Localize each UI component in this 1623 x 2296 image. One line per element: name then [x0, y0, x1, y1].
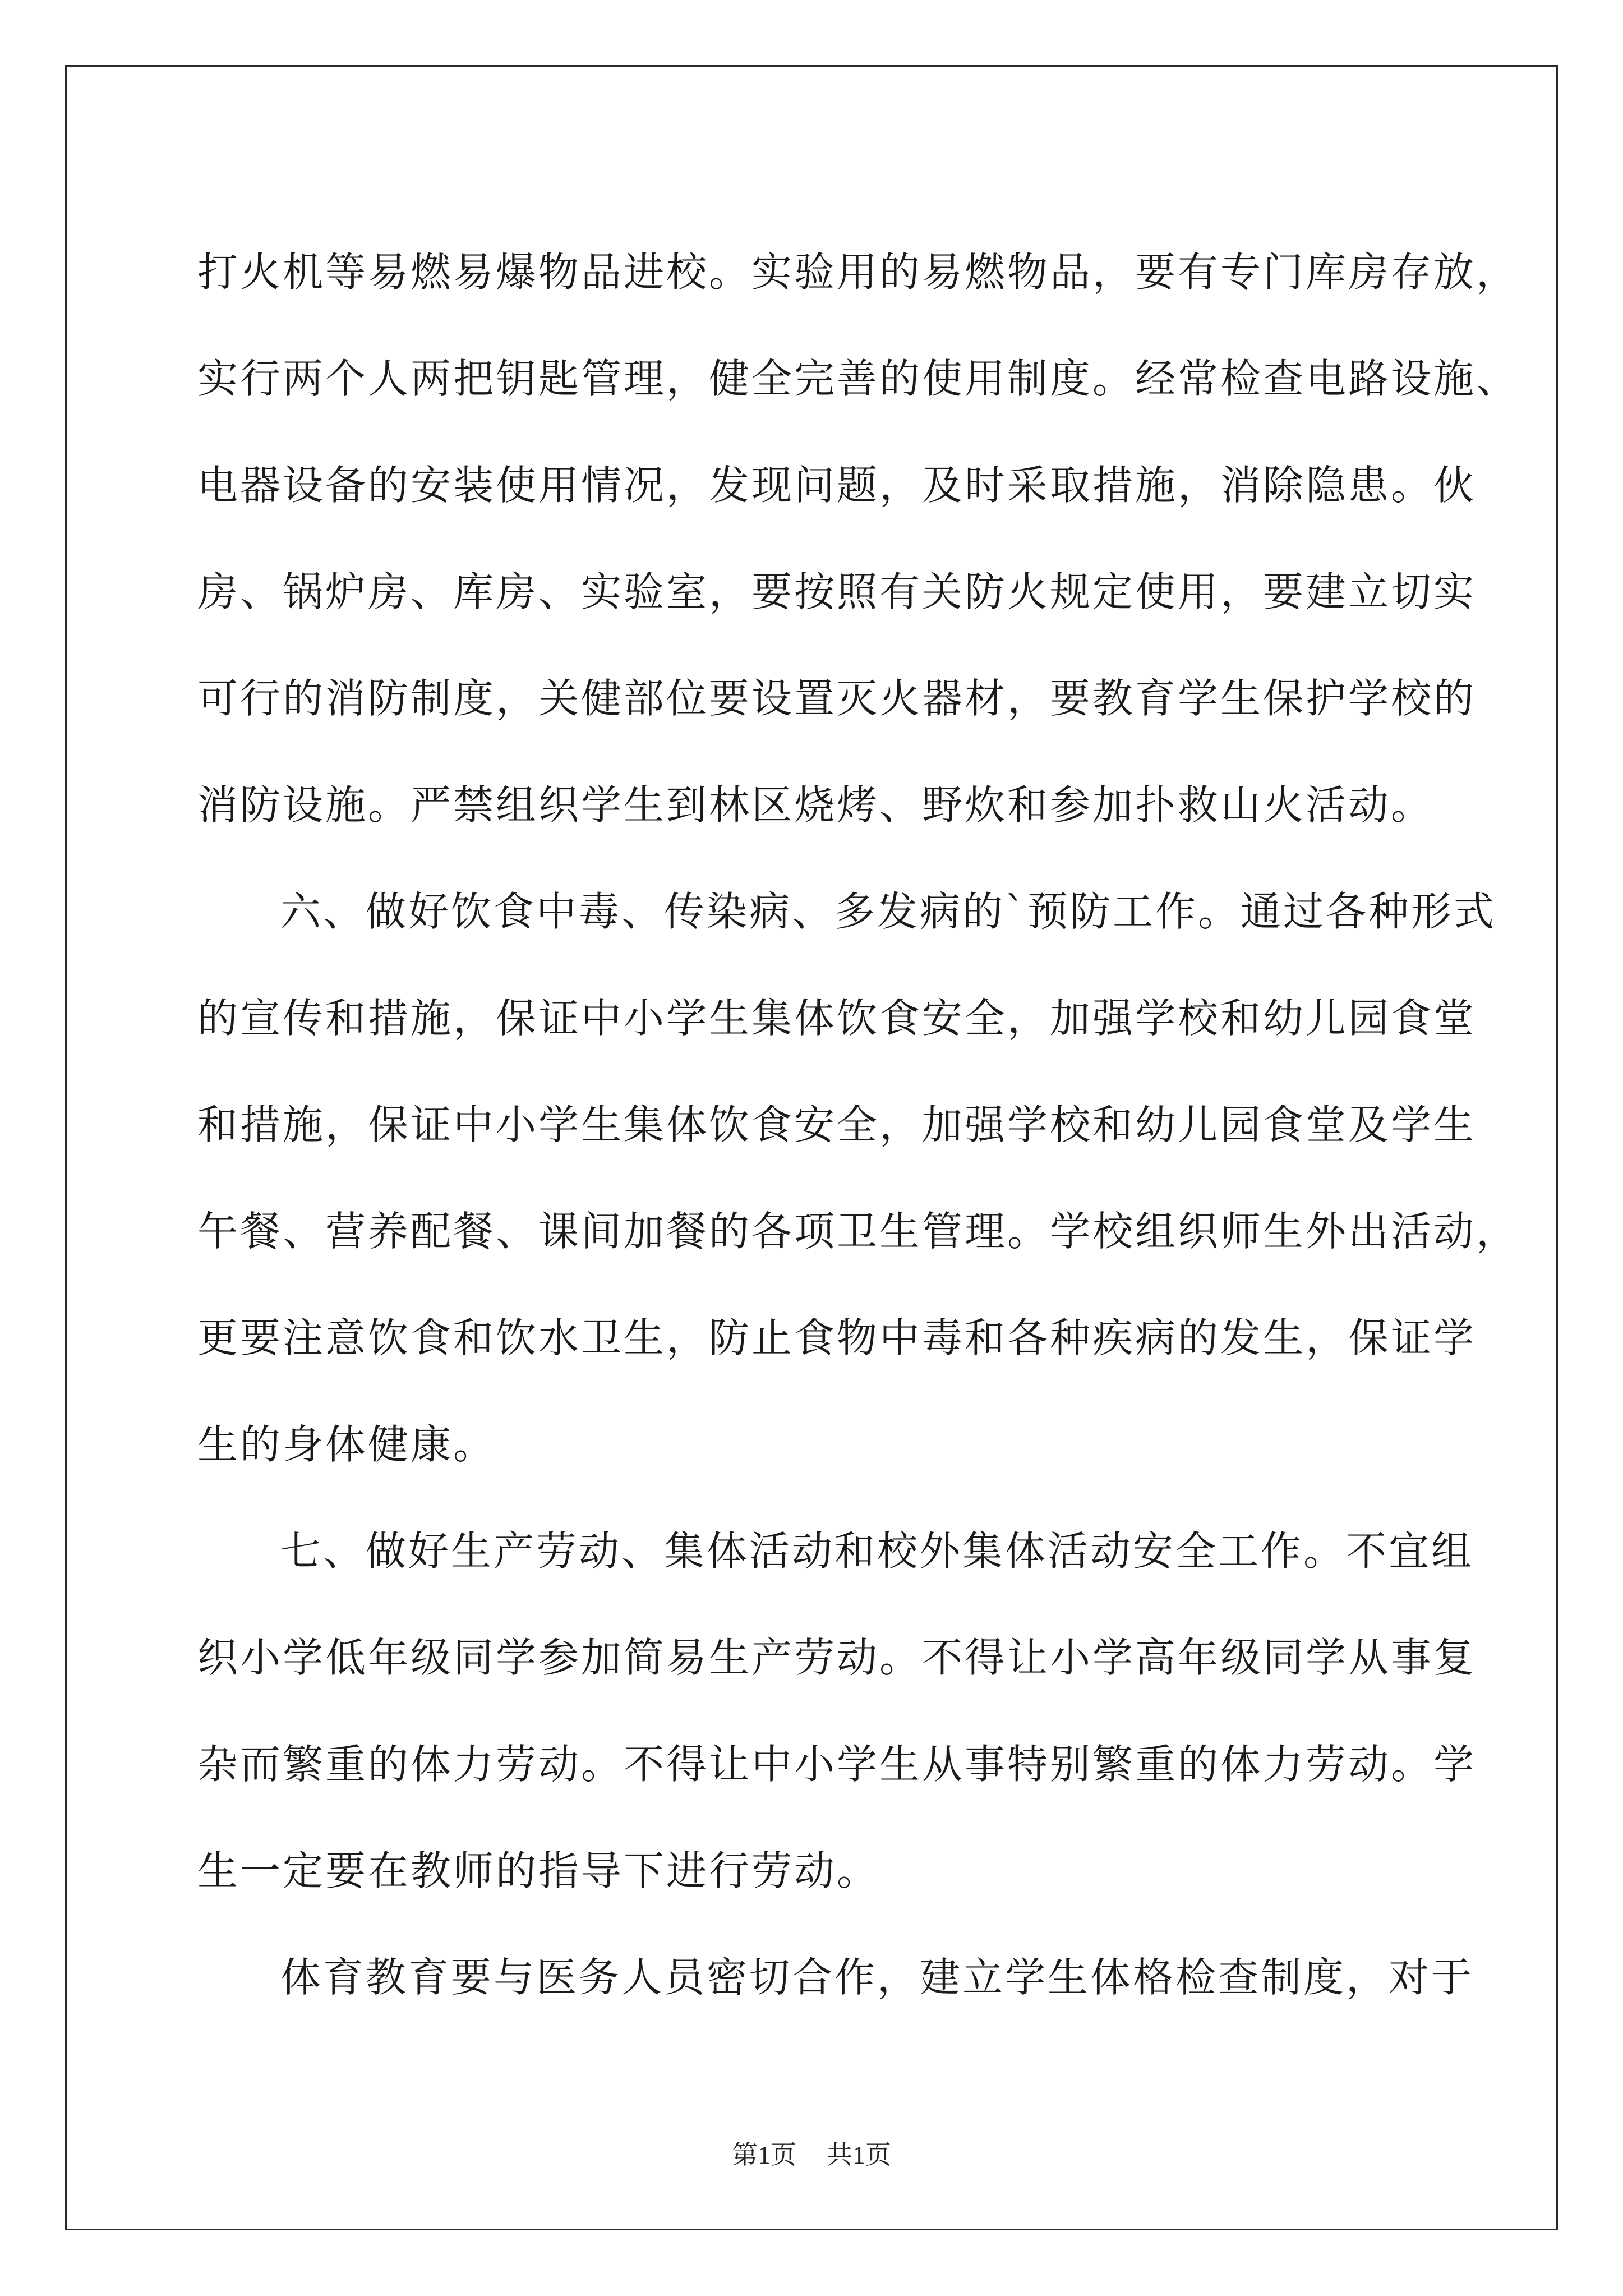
text-line: 的宣传和措施，保证中小学生集体饮食安全，加强学校和幼儿园食堂	[197, 995, 1477, 1042]
text-line: 电器设备的安装使用情况，发现问题，及时采取措施，消除隐患。伙	[197, 462, 1477, 509]
text-line: 杂而繁重的体力劳动。不得让中小学生从事特别繁重的体力劳动。学	[197, 1741, 1477, 1788]
text-line: 实行两个人两把钥匙管理，健全完善的使用制度。经常检查电路设施、	[197, 355, 1519, 402]
paragraph-start-line: 六、做好饮食中毒、传染病、多发病的`预防工作。通过各种形式	[280, 888, 1497, 935]
paragraph-start-line: 七、做好生产劳动、集体活动和校外集体活动安全工作。不宜组	[280, 1527, 1474, 1575]
page-number-total: 共1页	[827, 2141, 891, 2169]
paragraph-start-line: 体育教育要与医务人员密切合作，建立学生体格检查制度，对于	[280, 1954, 1474, 2001]
document-body	[197, 219, 1519, 2031]
text-line: 打火机等易燃易爆物品进校。实验用的易燃物品，要有专门库房存放，	[197, 249, 1519, 296]
text-line: 生的身体健康。	[197, 1421, 496, 1468]
text-line: 可行的消防制度，关健部位要设置灭火器材，要教育学生保护学校的	[197, 675, 1477, 722]
text-line: 房、锅炉房、库房、实验室，要按照有关防火规定使用，要建立切实	[197, 568, 1477, 615]
text-line: 和措施，保证中小学生集体饮食安全，加强学校和幼儿园食堂及学生	[197, 1101, 1477, 1148]
text-line: 午餐、营养配餐、课间加餐的各项卫生管理。学校组织师生外出活动，	[197, 1208, 1519, 1255]
text-line: 织小学低年级同学参加简易生产劳动。不得让小学高年级同学从事复	[197, 1634, 1477, 1681]
page-number-current: 第1页	[732, 2141, 796, 2169]
text-line: 生一定要在教师的指导下进行劳动。	[197, 1847, 880, 1894]
text-line: 更要注意饮食和饮水卫生，防止食物中毒和各种疾病的发生，保证学	[197, 1314, 1477, 1361]
page-footer	[0, 2134, 1623, 2171]
text-line: 消防设施。严禁组织学生到林区烧烤、野炊和参加扑救山火活动。	[197, 781, 1434, 829]
